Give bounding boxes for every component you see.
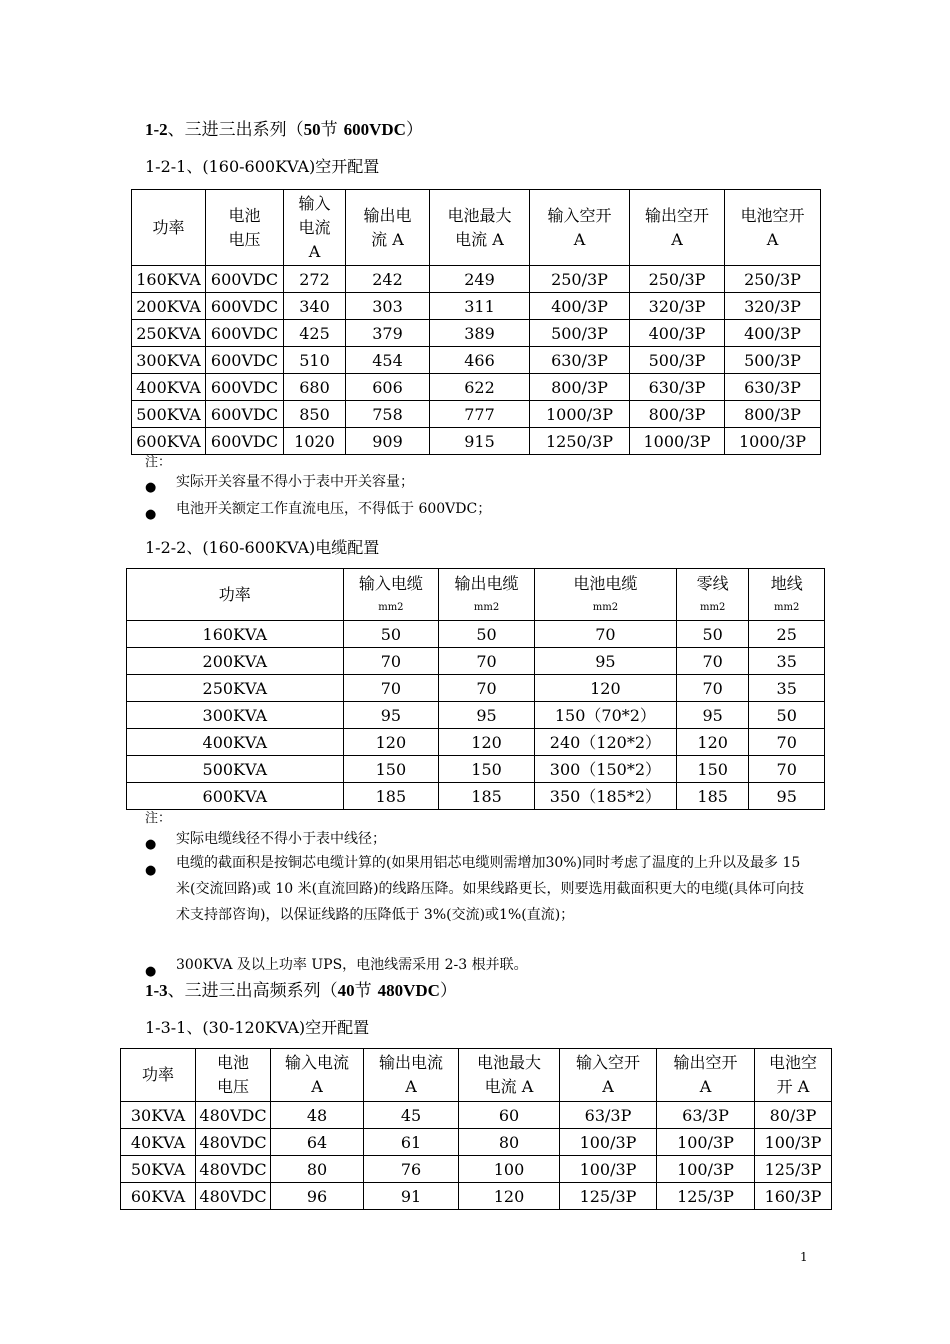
table-row: [121, 1183, 832, 1210]
header-label: 电池电缆: [573, 573, 638, 593]
table-cell: 600VDC: [206, 401, 284, 428]
table-cell: 80/3P: [755, 1102, 832, 1129]
table-cell: 64: [271, 1129, 364, 1156]
section-heading-1-2: [145, 115, 423, 140]
table-row: [127, 729, 825, 756]
table-cell: 70: [343, 675, 439, 702]
table-cell: 80: [459, 1129, 560, 1156]
table-cell: 70: [439, 648, 535, 675]
section-number: 1-2: [145, 120, 168, 139]
table-cell: 70: [749, 756, 825, 783]
table-cell: 622: [430, 374, 530, 401]
section-title: 、三进三出系列（: [167, 120, 304, 140]
table-cell: 500/3P: [725, 347, 821, 374]
table-cell: 185: [439, 783, 535, 810]
table-cell: 100/3P: [755, 1129, 832, 1156]
unit-label: mm2: [592, 601, 619, 613]
table-cell: 48: [271, 1102, 364, 1129]
table-cell: 63/3P: [560, 1102, 657, 1129]
table-cell: 480VDC: [196, 1102, 271, 1129]
table-cell: 1020: [284, 428, 346, 455]
table-cell: 400/3P: [725, 320, 821, 347]
table-cell: 630/3P: [630, 374, 725, 401]
table-cell: 425: [284, 320, 346, 347]
note-item: 实际开关容量不得小于表中开关容量；: [176, 474, 414, 490]
table-cell: 311: [430, 293, 530, 320]
table-cell: 400/3P: [530, 293, 630, 320]
header-label: 零线: [696, 573, 729, 593]
header-cell: [343, 569, 439, 621]
section-title: 、三进三出高频系列（: [167, 981, 338, 1001]
note-item: 300KVA 及以上功率 UPS，电池线需采用 2-3 根并联。: [176, 957, 528, 973]
table-cell: 200KVA: [127, 648, 344, 675]
table-cell: 50: [439, 621, 535, 648]
unit-label: mm2: [378, 601, 404, 613]
table-cell: 100/3P: [560, 1129, 657, 1156]
header-cell: 输入空开 A: [560, 1049, 657, 1102]
table-row: [127, 648, 825, 675]
table-cell: 600KVA: [127, 783, 344, 810]
table-cell: 76: [364, 1156, 459, 1183]
header-cell: 输入空开 A: [530, 190, 630, 266]
table-cell: 480VDC: [196, 1183, 271, 1210]
table-cell: 185: [343, 783, 439, 810]
section-bold-2: 600VDC: [343, 120, 406, 139]
table-cell: 300KVA: [132, 347, 206, 374]
note-label-1: 注：: [145, 455, 172, 470]
table-cell: 600VDC: [206, 293, 284, 320]
table-cell: 60KVA: [121, 1183, 196, 1210]
table-cell: 850: [284, 401, 346, 428]
unit-label: mm2: [473, 601, 500, 613]
table-row: [127, 702, 825, 729]
note-label-2: 注：: [145, 811, 172, 826]
section-text-2: 节: [354, 981, 372, 1001]
table-cell: 250/3P: [725, 266, 821, 293]
table-row: [132, 320, 821, 347]
table-cell: 500/3P: [530, 320, 630, 347]
table-row: [127, 783, 825, 810]
header-cell: 输出空开 A: [630, 190, 725, 266]
table-cell: 120: [534, 675, 676, 702]
table-cell: 70: [343, 648, 439, 675]
table-cell: 125/3P: [755, 1156, 832, 1183]
table-row: [132, 401, 821, 428]
table-cell: 915: [430, 428, 530, 455]
cable-table: [126, 568, 825, 810]
header-cell: 输入电流 A: [271, 1049, 364, 1102]
table-cell: 510: [284, 347, 346, 374]
table-cell: 50: [343, 621, 439, 648]
table-cell: 250/3P: [530, 266, 630, 293]
header-cell: [127, 569, 344, 621]
table-cell: 300（150*2）: [534, 756, 676, 783]
table-cell: 100/3P: [657, 1129, 755, 1156]
table-cell: 320/3P: [630, 293, 725, 320]
table-cell: 800/3P: [630, 401, 725, 428]
subheading-1-2-2: 1-2-2、(160-600KVA)电缆配置: [145, 538, 380, 557]
table-cell: 120: [459, 1183, 560, 1210]
header-label: 输入电缆: [358, 573, 423, 593]
table-cell: 95: [534, 648, 676, 675]
unit-label: mm2: [774, 601, 800, 613]
table-cell: 100/3P: [560, 1156, 657, 1183]
table-cell: 50: [749, 702, 825, 729]
table-cell: 70: [439, 675, 535, 702]
bullet-icon: ●: [145, 507, 157, 522]
table-cell: 150: [439, 756, 535, 783]
table-cell: 95: [749, 783, 825, 810]
table-cell: 340: [284, 293, 346, 320]
table-cell: 800/3P: [530, 374, 630, 401]
table-row: [121, 1129, 832, 1156]
table-cell: 50KVA: [121, 1156, 196, 1183]
bullet-icon: ●: [145, 837, 157, 852]
header-cell: 输入 电流 A: [284, 190, 346, 266]
note-item: 实际电缆线径不得小于表中线径；: [176, 831, 386, 847]
table-cell: 600VDC: [206, 266, 284, 293]
page-number: 1: [800, 1250, 808, 1264]
table-row: [127, 675, 825, 702]
section-bold-1: 40: [337, 981, 355, 1000]
table-cell: 80: [271, 1156, 364, 1183]
table-cell: 1250/3P: [530, 428, 630, 455]
header-cell: 输出电流 A: [364, 1049, 459, 1102]
table-cell: 45: [364, 1102, 459, 1129]
table-cell: 630/3P: [530, 347, 630, 374]
header-cell: [676, 569, 749, 621]
section-bold-2: 480VDC: [377, 981, 440, 1000]
table-cell: 600VDC: [206, 320, 284, 347]
header-cell: 输出空开 A: [657, 1049, 755, 1102]
header-cell: 电池 电压: [196, 1049, 271, 1102]
header-cell: 电池空开 A: [725, 190, 821, 266]
table-cell: 303: [346, 293, 430, 320]
table-cell: 240（120*2）: [534, 729, 676, 756]
table-cell: 454: [346, 347, 430, 374]
table-cell: 480VDC: [196, 1156, 271, 1183]
table-cell: 500KVA: [132, 401, 206, 428]
table-row: [127, 756, 825, 783]
header-row: [132, 190, 821, 266]
table-cell: 35: [749, 648, 825, 675]
table-cell: 600VDC: [206, 374, 284, 401]
table-cell: 777: [430, 401, 530, 428]
table-cell: 680: [284, 374, 346, 401]
table-cell: 160KVA: [127, 621, 344, 648]
table-cell: 758: [346, 401, 430, 428]
table-cell: 40KVA: [121, 1129, 196, 1156]
header-cell: 电池 电压: [206, 190, 284, 266]
section-number: 1-3: [145, 981, 168, 1000]
table-cell: 600VDC: [206, 347, 284, 374]
header-label: 输出电缆: [454, 573, 519, 593]
header-cell: [439, 569, 535, 621]
breaker-table-2: [120, 1048, 832, 1210]
table-cell: 600VDC: [206, 428, 284, 455]
table-cell: 30KVA: [121, 1102, 196, 1129]
section-text-2: 节: [320, 120, 338, 140]
table-cell: 466: [430, 347, 530, 374]
table-cell: 95: [343, 702, 439, 729]
table-cell: 1000/3P: [725, 428, 821, 455]
header-cell: 功率: [121, 1049, 196, 1102]
table-row: [127, 621, 825, 648]
header-cell: [749, 569, 825, 621]
table-row: [121, 1102, 832, 1129]
breaker-table-1: [131, 189, 821, 455]
note-item: 电池开关额定工作直流电压，不得低于 600VDC；: [176, 501, 492, 517]
table-cell: 389: [430, 320, 530, 347]
table-cell: 150: [343, 756, 439, 783]
table-cell: 70: [534, 621, 676, 648]
table-cell: 800/3P: [725, 401, 821, 428]
table-cell: 1000/3P: [530, 401, 630, 428]
section-text-3: ）: [405, 120, 423, 140]
table-cell: 125/3P: [657, 1183, 755, 1210]
table-cell: 70: [676, 648, 749, 675]
header-row: [127, 569, 825, 621]
table-cell: 120: [439, 729, 535, 756]
table-cell: 249: [430, 266, 530, 293]
bullet-icon: ●: [145, 480, 157, 495]
table-row: [132, 428, 821, 455]
table-cell: 125/3P: [560, 1183, 657, 1210]
table-cell: 150: [676, 756, 749, 783]
subheading-1-3-1: 1-3-1、(30-120KVA)空开配置: [145, 1018, 370, 1037]
table-cell: 25: [749, 621, 825, 648]
section-bold-1: 50: [303, 120, 321, 139]
table-cell: 160/3P: [755, 1183, 832, 1210]
header-cell: 功率: [132, 190, 206, 266]
note-item: 电缆的截面积是按铜芯电缆计算的(如果用铝芯电缆则需增加30%)同时考虑了温度的上升以及最多 15 米(交流回路)或 10 米(直流回路)的线路压降。如果线路更长，则要选用截面积更大的电缆(具体可向技术支持部咨询)，以保证线路的压降低于 3%(交流)或1%(直流)；: [176, 855, 805, 923]
table-cell: 400KVA: [127, 729, 344, 756]
table-cell: 606: [346, 374, 430, 401]
table-cell: 185: [676, 783, 749, 810]
bullet-icon: ●: [145, 964, 157, 979]
table-cell: 35: [749, 675, 825, 702]
header-row: [121, 1049, 832, 1102]
unit-label: mm2: [700, 601, 726, 613]
bullet-icon: ●: [145, 863, 157, 878]
table-row: [132, 293, 821, 320]
table-cell: 600KVA: [132, 428, 206, 455]
table-cell: 250KVA: [132, 320, 206, 347]
header-cell: 电池空 开 A: [755, 1049, 832, 1102]
table-cell: 200KVA: [132, 293, 206, 320]
table-cell: 500/3P: [630, 347, 725, 374]
table-cell: 480VDC: [196, 1129, 271, 1156]
header-cell: 电池最大 电流 A: [459, 1049, 560, 1102]
table-cell: 50: [676, 621, 749, 648]
table-cell: 60: [459, 1102, 560, 1129]
header-cell: [534, 569, 676, 621]
table-cell: 95: [676, 702, 749, 729]
header-cell: 输出电 流 A: [346, 190, 430, 266]
subheading-1-2-1: 1-2-1、(160-600KVA)空开配置: [145, 157, 380, 176]
table-cell: 63/3P: [657, 1102, 755, 1129]
table-cell: 500KVA: [127, 756, 344, 783]
table-cell: 1000/3P: [630, 428, 725, 455]
table-cell: 70: [676, 675, 749, 702]
table-cell: 160KVA: [132, 266, 206, 293]
header-cell: 电池最大 电流 A: [430, 190, 530, 266]
header-label: 地线: [770, 573, 803, 593]
table-cell: 120: [343, 729, 439, 756]
table-cell: 300KVA: [127, 702, 344, 729]
table-cell: 91: [364, 1183, 459, 1210]
table-cell: 400KVA: [132, 374, 206, 401]
table-cell: 95: [439, 702, 535, 729]
table-row: [132, 374, 821, 401]
table-row: [132, 266, 821, 293]
table-cell: 96: [271, 1183, 364, 1210]
table-cell: 400/3P: [630, 320, 725, 347]
table-cell: 320/3P: [725, 293, 821, 320]
table-row: [132, 347, 821, 374]
table-cell: 150（70*2）: [534, 702, 676, 729]
table-cell: 120: [676, 729, 749, 756]
table-cell: 250/3P: [630, 266, 725, 293]
table-cell: 250KVA: [127, 675, 344, 702]
table-cell: 909: [346, 428, 430, 455]
table-cell: 100/3P: [657, 1156, 755, 1183]
table-cell: 350（185*2）: [534, 783, 676, 810]
table-cell: 61: [364, 1129, 459, 1156]
table-cell: 379: [346, 320, 430, 347]
table-cell: 272: [284, 266, 346, 293]
table-cell: 100: [459, 1156, 560, 1183]
section-heading-1-3: [145, 976, 457, 1001]
table-row: [121, 1156, 832, 1183]
table-cell: 242: [346, 266, 430, 293]
table-cell: 70: [749, 729, 825, 756]
section-text-3: ）: [439, 981, 457, 1001]
header-label: 功率: [218, 584, 251, 604]
table-cell: 630/3P: [725, 374, 821, 401]
